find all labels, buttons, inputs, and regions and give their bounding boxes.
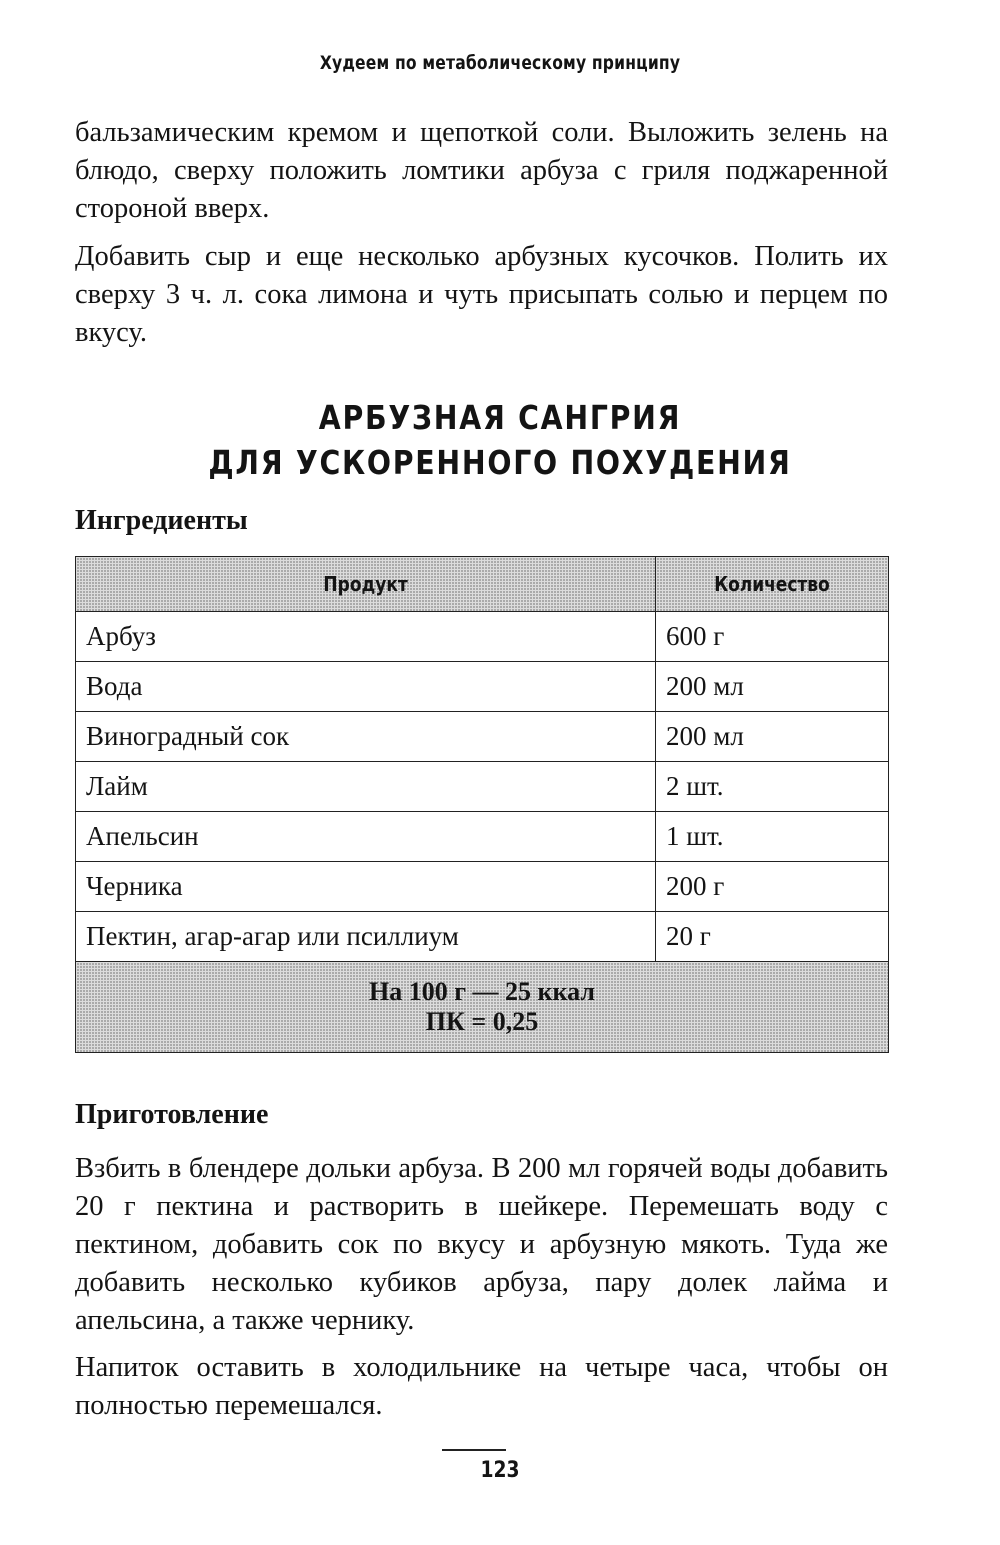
amount-cell: 200 мл <box>656 662 889 712</box>
nutrition-summary <box>76 962 889 1053</box>
product-cell: Апельсин <box>76 812 656 862</box>
preparation-paragraph-1: Взбить в блендере дольки арбуза. В 200 мл горячей воды добавить 20 г пектина и растворить в шейкере. Перемешать воду с пектином, добавить сок по вкусу и арбузную мякоть. Туда же добавить несколько кубиков арбуза, пару долек лайма и апельсина, а также чернику. <box>75 1153 888 1336</box>
amount-cell: 20 г <box>656 912 889 962</box>
ingredients-table <box>75 556 889 1053</box>
table-row <box>76 712 889 762</box>
recipe-title-line-2: ДЛЯ УСКОРЕННОГО ПОХУДЕНИЯ <box>208 443 792 482</box>
amount-cell: 200 мл <box>656 712 889 762</box>
ingredients-heading: Ингредиенты <box>75 505 248 536</box>
product-cell: Лайм <box>76 762 656 812</box>
amount-cell: 600 г <box>656 612 889 662</box>
intro-paragraph-2: Добавить сыр и еще несколько арбузных кусочков. Полить их сверху 3 ч. л. сока лимона и чуть присыпать солью и перцем по вкусу. <box>75 241 888 348</box>
recipe-title-line-1: АРБУЗНАЯ САНГРИЯ <box>318 398 682 437</box>
intro-paragraph-1: бальзамическим кремом и щепоткой соли. Выложить зелень на блюдо, сверху положить ломтики арбуза с гриля поджаренной стороной вверх. <box>75 117 888 224</box>
product-cell: Пектин, агар-агар или псиллиум <box>76 912 656 962</box>
page-number: 123 <box>480 1458 520 1483</box>
product-cell: Виноградный сок <box>76 712 656 762</box>
preparation-heading: Приготовление <box>75 1099 269 1130</box>
amount-cell: 1 шт. <box>656 812 889 862</box>
amount-cell: 200 г <box>656 862 889 912</box>
column-header-product: Продукт <box>76 557 656 612</box>
product-cell: Вода <box>76 662 656 712</box>
table-row <box>76 612 889 662</box>
product-cell: Арбуз <box>76 612 656 662</box>
table-header-row <box>76 557 889 612</box>
pk-line: ПК = 0,25 <box>425 1007 539 1036</box>
recipe-title <box>70 395 930 485</box>
table-row <box>76 812 889 862</box>
amount-cell: 2 шт. <box>656 762 889 812</box>
summary-row <box>76 962 889 1053</box>
table-row <box>76 862 889 912</box>
table-row <box>76 762 889 812</box>
column-header-amount: Количество <box>656 557 889 612</box>
page-number-rule <box>442 1449 506 1451</box>
product-cell: Черника <box>76 862 656 912</box>
table-row <box>76 912 889 962</box>
calories-line: На 100 г — 25 ккал <box>369 977 595 1006</box>
running-title: Худеем по метаболическому принципу <box>319 52 681 74</box>
table-row <box>76 662 889 712</box>
preparation-paragraph-2: Напиток оставить в холодильнике на четыре часа, чтобы он полностью перемешался. <box>75 1352 888 1421</box>
